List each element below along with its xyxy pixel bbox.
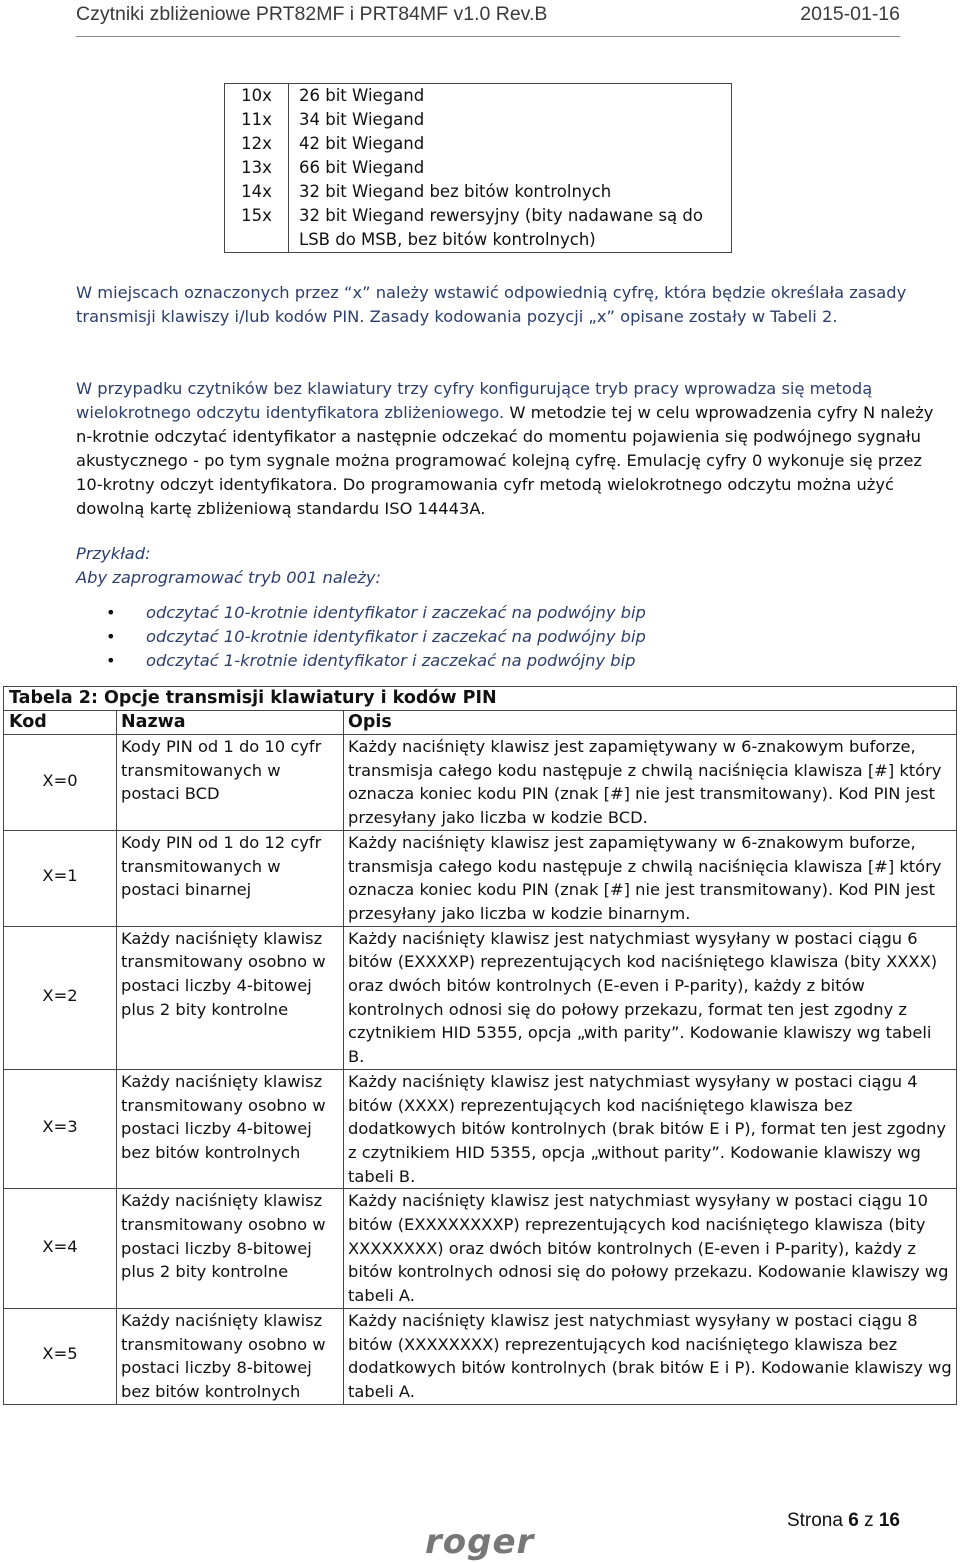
row-opis: Każdy naciśnięty klawisz jest zapamiętywany w 6-znakowym buforze, transmisja całego kodu następuje z chwilą naciśnięcia klawisza [#] który oznacza koniec kodu PIN (znak [#] nie jest transmitowany). Kod PIN jest przesyłany jako liczba w kodzie binarnym. <box>344 830 957 926</box>
page-prefix: Strona <box>786 1510 843 1531</box>
table-header-row <box>4 711 957 735</box>
table-row <box>225 108 732 132</box>
paragraph-programming-part2: W metodzie tej w celu wprowadzenia cyfry N należy n-krotnie odczytać identyfikator a następnie odczekać do momentu pojawienia się podwójnego sygnału akustycznego - po tym sygnale można programować kolejną cyfrę. Emulację cyfry 0 wykonuje się przez 10-krotny odczyt identyfikatora. Do programowania cyfr metodą wielokrotnego odczytu można użyć dowolną kartę zbliżeniową standardu ISO 14443A. <box>76 403 934 518</box>
table-caption: Tabela 2: Opcje transmisji klawiatury i kodów PIN <box>4 687 957 711</box>
page-total: 16 <box>878 1510 900 1531</box>
row-kod: X=3 <box>4 1069 117 1189</box>
format-desc: 66 bit Wiegand <box>289 156 732 180</box>
format-desc: 42 bit Wiegand <box>289 132 732 156</box>
paragraph-programming <box>76 377 936 521</box>
transmission-options-table <box>3 686 957 1405</box>
list-item: • odczytać 10-krotnie identyfikator i zaczekać na podwójny bip <box>100 601 646 625</box>
format-code: 10x <box>225 84 289 109</box>
table-row <box>225 84 732 109</box>
format-code: 14x <box>225 180 289 204</box>
row-kod: X=1 <box>4 830 117 926</box>
table-row <box>225 180 732 204</box>
format-code: 11x <box>225 108 289 132</box>
table-row <box>4 735 957 831</box>
document-date: 2015-01-16 <box>800 3 900 25</box>
row-nazwa: Każdy naciśnięty klawisz transmitowany osobno w postaci liczby 4-bitowej plus 2 bity kontrolne <box>117 926 344 1069</box>
list-item: • odczytać 1-krotnie identyfikator i zaczekać na podwójny bip <box>100 649 646 673</box>
document-title: Czytniki zbliżeniowe PRT82MF i PRT84MF v1.0 Rev.B <box>76 3 548 25</box>
table-row <box>4 926 957 1069</box>
format-code: 15x <box>225 204 289 253</box>
row-opis: Każdy naciśnięty klawisz jest natychmiast wysyłany w postaci ciągu 8 bitów (XXXXXXXX) reprezentujących kod naciśniętego klawisza bez dodatkowych bitów kontrolnych (brak bitów E i P). Kodowanie klawiszy wg tabeli A. <box>344 1308 957 1404</box>
format-desc: 34 bit Wiegand <box>289 108 732 132</box>
format-desc: 32 bit Wiegand rewersyjny (bity nadawane są do LSB do MSB, bez bitów kontrolnych) <box>289 204 732 253</box>
table-row <box>4 1189 957 1309</box>
page-number <box>787 1510 900 1532</box>
header-kod: Kod <box>4 711 117 735</box>
row-nazwa: Każdy naciśnięty klawisz transmitowany osobno w postaci liczby 8-bitowej plus 2 bity kontrolne <box>117 1189 344 1309</box>
table-row <box>4 1308 957 1404</box>
row-kod: X=5 <box>4 1308 117 1404</box>
header-opis: Opis <box>344 711 957 735</box>
format-desc: 32 bit Wiegand bez bitów kontrolnych <box>289 180 732 204</box>
paragraph-programming-part1: W przypadku czytników bez klawiatury trzy cyfry konfigurujące tryb pracy wprowadza się metodą wielokrotnego odczytu identyfikatora zbliżeniowego. <box>76 379 873 422</box>
row-kod: X=4 <box>4 1189 117 1309</box>
example-steps <box>100 601 646 673</box>
row-opis: Każdy naciśnięty klawisz jest natychmiast wysyłany w postaci ciągu 10 bitów (EXXXXXXXXP) reprezentujących kod naciśniętego klawisza (bity XXXXXXXX) oraz dwóch bitów kontrolnych (E-even i P-parity), każdy z bitów kontrolnych odnosi się do połowy przekazu. Kodowanie klawiszy wg tabeli A. <box>344 1189 957 1309</box>
list-item: • odczytać 10-krotnie identyfikator i zaczekać na podwójny bip <box>100 625 646 649</box>
row-nazwa: Kody PIN od 1 do 12 cyfr transmitowanych w postaci binarnej <box>117 830 344 926</box>
row-nazwa: Kody PIN od 1 do 10 cyfr transmitowanych w postaci BCD <box>117 735 344 831</box>
row-nazwa: Każdy naciśnięty klawisz transmitowany osobno w postaci liczby 4-bitowej bez bitów kontrolnych <box>117 1069 344 1189</box>
row-opis: Każdy naciśnięty klawisz jest natychmiast wysyłany w postaci ciągu 6 bitów (EXXXXP) reprezentujących kod naciśniętego klawisza (bity XXXX) oraz dwóch bitów kontrolnych (E-even i P-parity), każdy z bitów kontrolnych odnosi się do połowy przekazu, format ten jest zgodny z czytnikiem HID 5355, opcja „with parity”. Kodowanie klawiszy wg tabeli B. <box>344 926 957 1069</box>
row-nazwa: Każdy naciśnięty klawisz transmitowany osobno w postaci liczby 8-bitowej bez bitów kontrolnych <box>117 1308 344 1404</box>
table-row <box>225 132 732 156</box>
table-row <box>4 830 957 926</box>
table-row <box>225 204 732 253</box>
row-opis: Każdy naciśnięty klawisz jest zapamiętywany w 6-znakowym buforze, transmisja całego kodu następuje z chwilą naciśnięcia klawisza [#] który oznacza koniec kodu PIN (znak [#] nie jest transmitowany). Kod PIN jest przesyłany jako liczba w kodzie BCD. <box>344 735 957 831</box>
paragraph-x-positions: W miejscach oznaczonych przez “x” należy wstawić odpowiednią cyfrę, która będzie określała zasady transmisji klawiszy i/lub kodów PIN. Zasady kodowania pozycji „x” opisane zostały w Tabeli 2. <box>76 283 907 326</box>
format-code: 12x <box>225 132 289 156</box>
format-desc: 26 bit Wiegand <box>289 84 732 109</box>
roger-logo: roger <box>425 1522 535 1562</box>
table-caption-row <box>4 687 957 711</box>
example-label: Przykład: <box>76 544 151 563</box>
header-nazwa: Nazwa <box>117 711 344 735</box>
example-intro: Aby zaprogramować tryb 001 należy: <box>76 568 382 587</box>
format-table <box>224 83 732 253</box>
header-rule <box>76 36 900 37</box>
page-current: 6 <box>848 1510 859 1531</box>
page-separator: z <box>864 1510 874 1531</box>
table-row <box>225 156 732 180</box>
table-row <box>4 1069 957 1189</box>
row-kod: X=0 <box>4 735 117 831</box>
row-kod: X=2 <box>4 926 117 1069</box>
format-code: 13x <box>225 156 289 180</box>
row-opis: Każdy naciśnięty klawisz jest natychmiast wysyłany w postaci ciągu 4 bitów (XXXX) reprezentujących kod naciśniętego klawisza bez dodatkowych bitów kontrolnych (brak bitów E i P), format ten jest zgodny z czytnikiem HID 5355, opcja „without parity”. Kodowanie klawiszy wg tabeli B. <box>344 1069 957 1189</box>
